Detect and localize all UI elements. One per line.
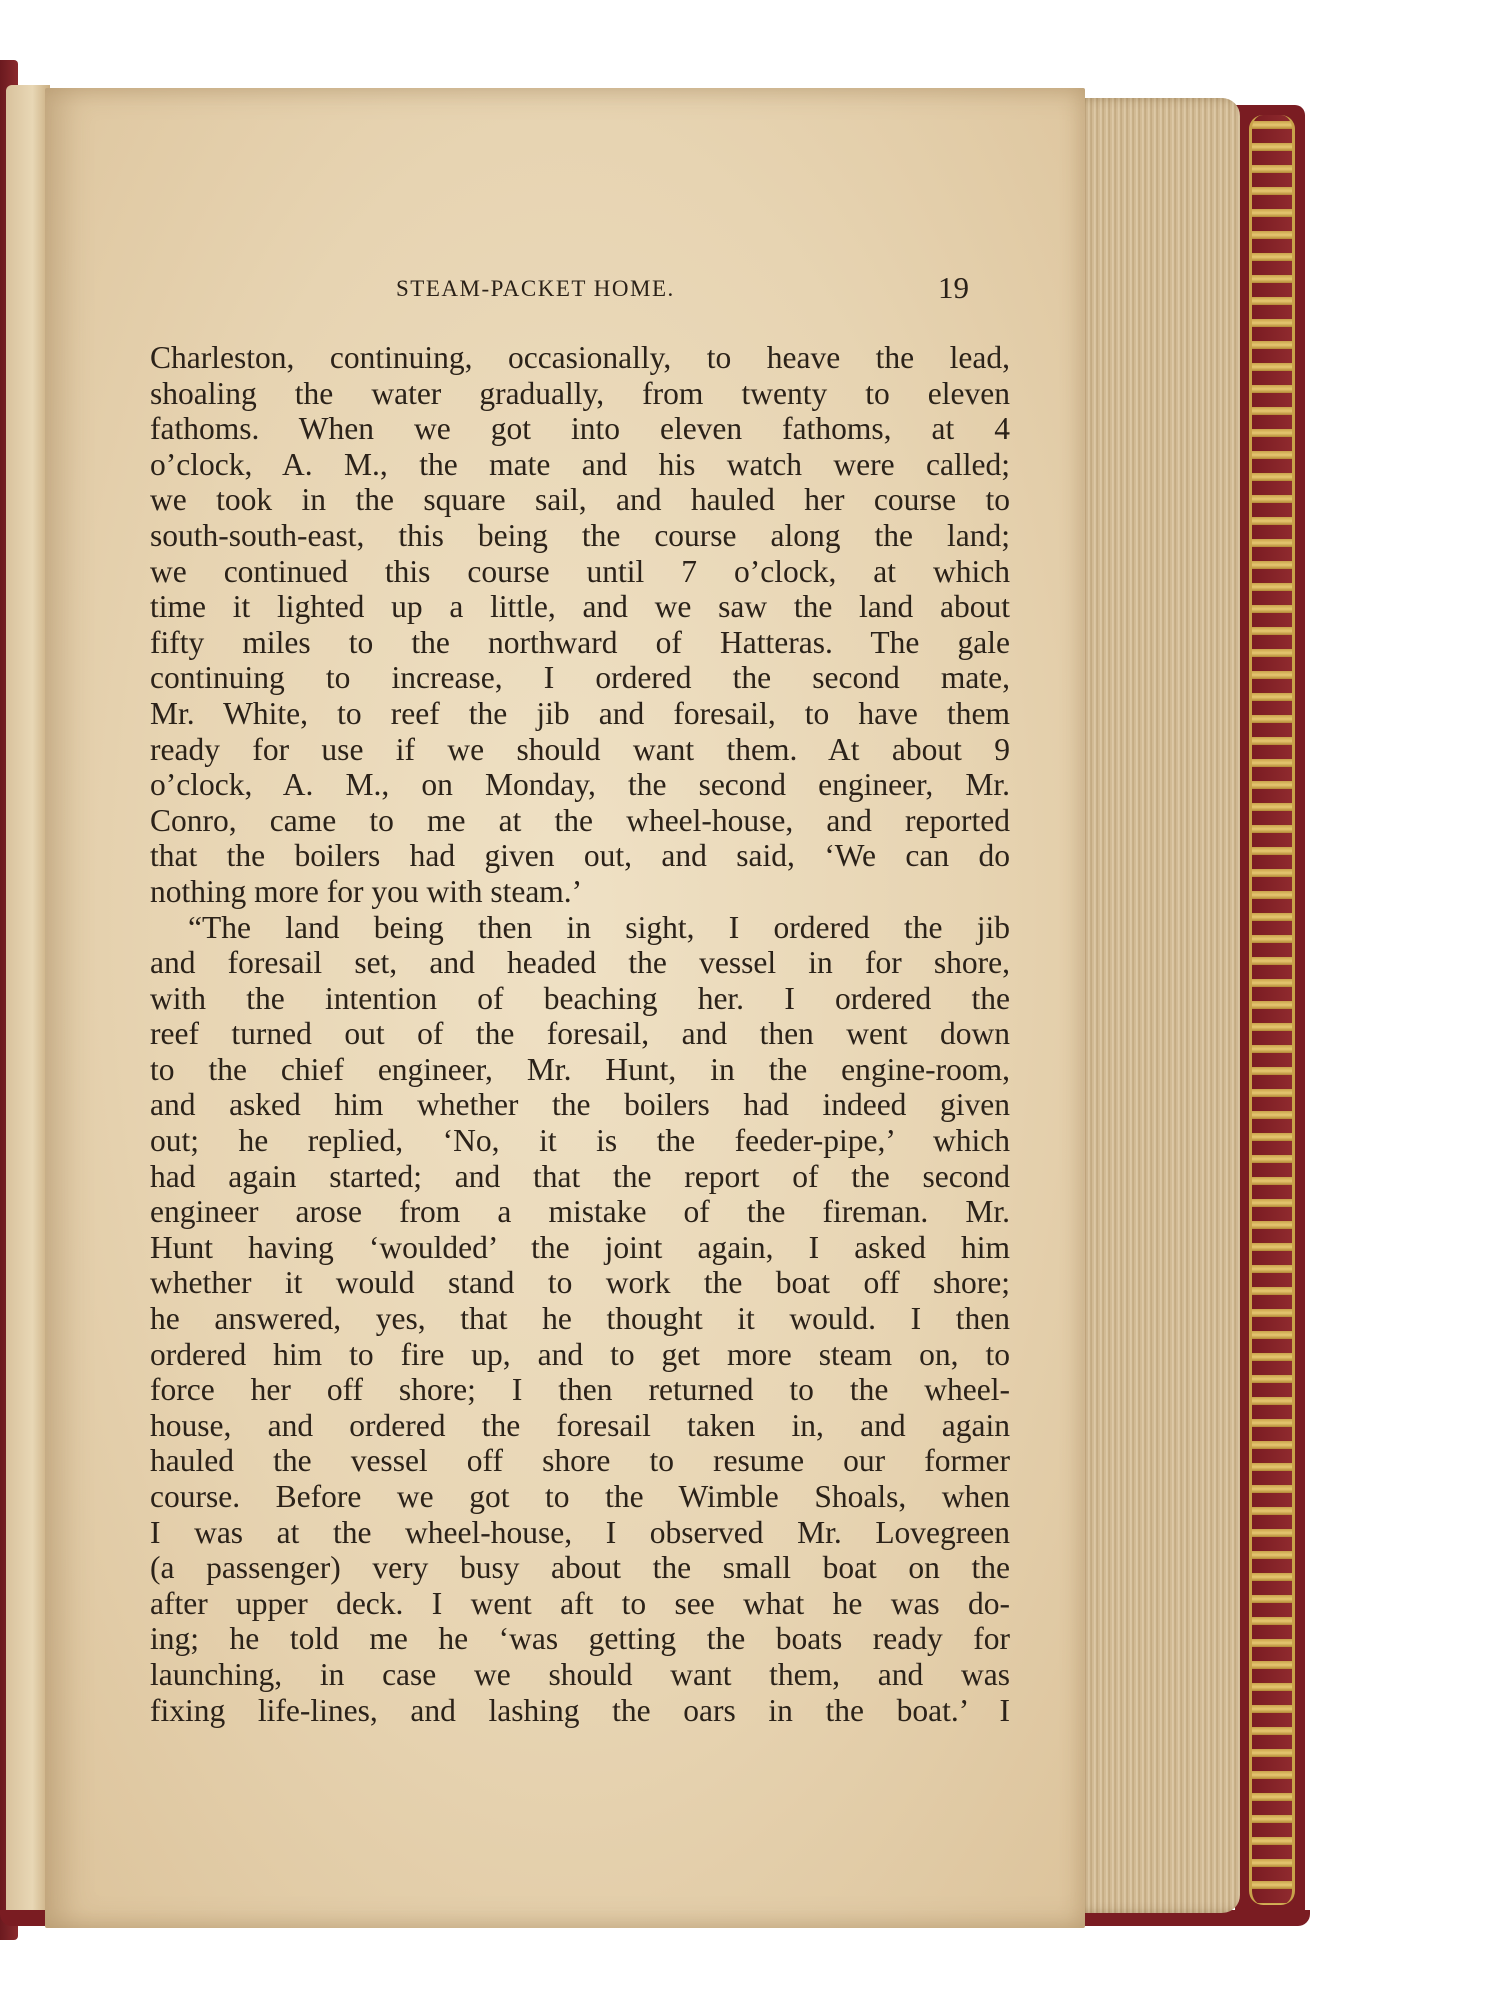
facing-page-edge	[6, 85, 50, 1920]
text-line: Hunt having ‘woulded’ the joint again, I asked him	[150, 1229, 1010, 1265]
body-text	[150, 340, 1010, 1728]
text-line: reef turned out of the foresail, and then went down	[150, 1016, 1010, 1052]
running-title: STEAM-PACKET HOME.	[396, 276, 675, 301]
text-line: that the boilers had given out, and said, ‘We can do	[150, 838, 1010, 874]
text-line: had again started; and that the report of the second	[150, 1158, 1010, 1194]
text-line: engineer arose from a mistake of the fireman. Mr.	[150, 1194, 1010, 1230]
text-line: ordered him to fire up, and to get more steam on, to	[150, 1336, 1010, 1372]
text-line: to the chief engineer, Mr. Hunt, in the engine-room,	[150, 1051, 1010, 1087]
text-line: fixing life-lines, and lashing the oars in the boat.’ I	[150, 1692, 1010, 1728]
text-line: with the intention of beaching her. I ordered the	[150, 980, 1010, 1016]
text-line: fathoms. When we got into eleven fathoms, at 4	[150, 411, 1010, 447]
page-number: 19	[938, 270, 969, 305]
text-line: time it lighted up a little, and we saw the land about	[150, 589, 1010, 625]
text-line: and foresail set, and headed the vessel in for shore,	[150, 945, 1010, 981]
text-line: we continued this course until 7 o’clock, at which	[150, 553, 1010, 589]
text-line: nothing more for you with steam.’	[150, 873, 583, 909]
text-line: house, and ordered the foresail taken in, and again	[150, 1407, 1010, 1443]
text-line: Conro, came to me at the wheel-house, and reported	[150, 802, 1010, 838]
text-line: Mr. White, to reef the jib and foresail, to have them	[150, 695, 1010, 731]
text-line: shoaling the water gradually, from twenty to eleven	[150, 375, 1010, 411]
gilt-border-decoration	[1249, 115, 1295, 1905]
text-line: o’clock, A. M., on Monday, the second engineer, Mr.	[150, 767, 1010, 803]
text-line: force her off shore; I then returned to the wheel-	[150, 1372, 1010, 1408]
text-line: “The land being then in sight, I ordered the jib	[188, 909, 1010, 945]
text-line: continuing to increase, I ordered the second mate,	[150, 660, 1010, 696]
text-line: o’clock, A. M., the mate and his watch were called;	[150, 446, 1010, 482]
text-line: ready for use if we should want them. At about 9	[150, 731, 1010, 767]
text-line: hauled the vessel off shore to resume our former	[150, 1443, 1010, 1479]
cover-edge-right	[1235, 105, 1305, 1920]
text-line: we took in the square sail, and hauled her course to	[150, 482, 1010, 518]
text-line: south-south-east, this being the course along the land;	[150, 517, 1010, 553]
text-line: fifty miles to the northward of Hatteras. The gale	[150, 624, 1010, 660]
text-line: after upper deck. I went aft to see what he was do-	[150, 1585, 1010, 1621]
text-line: and asked him whether the boilers had indeed given	[150, 1087, 1010, 1123]
text-line: (a passenger) very busy about the small boat on the	[150, 1550, 1010, 1586]
text-line: I was at the wheel-house, I observed Mr. Lovegreen	[150, 1514, 1010, 1550]
page-block-fore-edge	[1075, 98, 1240, 1913]
text-line: out; he replied, ‘No, it is the feeder-pipe,’ which	[150, 1123, 1010, 1159]
text-line: he answered, yes, that he thought it would. I then	[150, 1301, 1010, 1337]
text-line: launching, in case we should want them, and was	[150, 1656, 1010, 1692]
text-line: course. Before we got to the Wimble Shoals, when	[150, 1479, 1010, 1514]
text-line: whether it would stand to work the boat off shore;	[150, 1265, 1010, 1301]
text-line: Charleston, continuing, occasionally, to heave the lead,	[150, 340, 1010, 375]
text-line: ing; he told me he ‘was getting the boats ready for	[150, 1621, 1010, 1657]
